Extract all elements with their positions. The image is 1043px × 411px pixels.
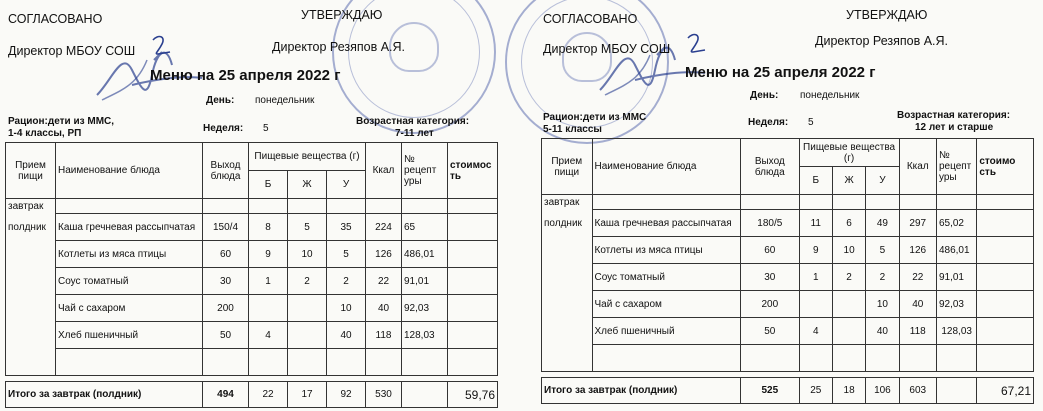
table-row (542, 291, 1034, 318)
table-row (6, 322, 498, 349)
total-kcal: 603 (899, 378, 936, 404)
dish-kcal: 22 (366, 268, 402, 295)
table-row (542, 237, 1034, 264)
dish-name: Соус томатный (592, 264, 741, 291)
dish-name: Чай с сахаром (592, 291, 741, 318)
dish-protein: 4 (799, 318, 832, 345)
total-output: 494 (203, 382, 249, 408)
handwritten-mark (685, 32, 709, 56)
table-row (6, 214, 498, 241)
meal-first: завтрак (544, 197, 580, 208)
dish-carbs: 40 (866, 318, 899, 345)
ration-group: 5-11 классы (543, 124, 602, 135)
age-label: Возрастная категория: (356, 116, 470, 127)
header-dish: Наименование блюда (56, 143, 203, 199)
day-label: День: (750, 90, 779, 101)
header-meal: Прием пищи (542, 139, 593, 195)
dish-recipe: 65,02 (936, 210, 976, 237)
dish-recipe: 91,01 (402, 268, 448, 295)
dish-kcal: 118 (366, 322, 402, 349)
meal-cell (542, 195, 593, 372)
dish-output: 30 (741, 264, 800, 291)
dish-protein: 8 (249, 214, 288, 241)
total-row (6, 382, 498, 408)
table-row (6, 268, 498, 295)
week-label: Неделя: (748, 117, 789, 128)
dish-protein: 4 (249, 322, 288, 349)
dish-carbs: 49 (866, 210, 899, 237)
dish-output: 180/5 (741, 210, 800, 237)
dish-name: Каша гречневая рассыпчатая (56, 214, 203, 241)
day-value: понедельник (255, 95, 315, 106)
dish-kcal: 126 (899, 237, 936, 264)
dish-carbs: 5 (327, 241, 366, 268)
dish-kcal: 40 (899, 291, 936, 318)
dish-output: 50 (741, 318, 800, 345)
ration-label: Рацион:дети из ММС, (8, 116, 115, 127)
header-meal: Прием пищи (6, 143, 56, 199)
dish-kcal: 126 (366, 241, 402, 268)
header-dish: Наименование блюда (592, 139, 741, 195)
menu-table (5, 142, 498, 408)
approved-label: СОГЛАСОВАНО (8, 12, 103, 26)
total-fat: 18 (832, 378, 865, 404)
total-protein: 22 (249, 382, 288, 408)
dish-fat: 2 (832, 264, 865, 291)
header-recipe: № рецепт уры (402, 143, 448, 199)
confirm-label: УТВЕРЖДАЮ (301, 8, 383, 22)
dish-protein: 9 (249, 241, 288, 268)
week-label: Неделя: (203, 123, 244, 134)
header-recipe: № рецепт уры (936, 139, 976, 195)
total-cost: 67,21 (977, 378, 1034, 404)
dish-kcal: 40 (366, 295, 402, 322)
dish-kcal: 118 (899, 318, 936, 345)
dish-output: 200 (741, 291, 800, 318)
header-fat: Ж (288, 171, 327, 199)
dish-output: 150/4 (203, 214, 249, 241)
dish-carbs: 10 (327, 295, 366, 322)
dish-name: Хлеб пшеничный (56, 322, 203, 349)
dish-output: 60 (203, 241, 249, 268)
director-name: Директор Резяпов А.Я. (272, 40, 406, 54)
ration-group: 1-4 классы, РП (8, 128, 82, 139)
director-school: Директор МБОУ СОШ (543, 42, 671, 56)
dish-name: Хлеб пшеничный (592, 318, 741, 345)
dish-carbs: 35 (327, 214, 366, 241)
menu-title: Меню на 25 апреля 2022 г (150, 67, 341, 84)
total-carbs: 106 (866, 378, 899, 404)
total-cost: 59,76 (448, 382, 498, 408)
dish-protein: 1 (799, 264, 832, 291)
header-nutrients: Пищевые вещества (г) (799, 139, 899, 167)
dish-recipe: 65 (402, 214, 448, 241)
approved-label: СОГЛАСОВАНО (543, 12, 638, 26)
dish-carbs: 2 (327, 268, 366, 295)
dish-name: Соус томатный (56, 268, 203, 295)
meal-first: завтрак (8, 201, 44, 212)
total-row (542, 378, 1034, 404)
menu-document-primary (0, 0, 505, 411)
age-label: Возрастная категория: (897, 110, 1011, 121)
total-carbs: 92 (327, 382, 366, 408)
dish-fat: 10 (288, 241, 327, 268)
dish-fat (288, 295, 327, 322)
dish-recipe: 92,03 (936, 291, 976, 318)
menu-title: Меню на 25 апреля 2022 г (685, 64, 876, 81)
header-carbs: У (327, 171, 366, 199)
dish-name: Котлеты из мяса птицы (56, 241, 203, 268)
dish-protein (249, 295, 288, 322)
dish-carbs: 40 (327, 322, 366, 349)
total-label: Итого за завтрак (полдник) (6, 382, 203, 408)
dish-output: 60 (741, 237, 800, 264)
header-output: Выход блюда (203, 143, 249, 199)
dish-carbs: 2 (866, 264, 899, 291)
dish-name: Каша гречневая рассыпчатая (592, 210, 741, 237)
day-label: День: (206, 95, 235, 106)
ration-label: Рацион:дети из ММС (543, 112, 647, 123)
header-carbs: У (866, 167, 899, 195)
header-output: Выход блюда (741, 139, 800, 195)
total-kcal: 530 (366, 382, 402, 408)
header-kcal: Ккал (366, 143, 402, 199)
dish-fat (288, 322, 327, 349)
meal-second: полдник (8, 222, 46, 233)
dish-recipe: 486,01 (936, 237, 976, 264)
dish-kcal: 224 (366, 214, 402, 241)
meal-cell (6, 199, 56, 376)
table-row (542, 210, 1034, 237)
header-kcal: Ккал (899, 139, 936, 195)
age-value: 7-11 лет (395, 128, 434, 139)
header-fat: Ж (832, 167, 865, 195)
dish-carbs: 10 (866, 291, 899, 318)
dish-kcal: 297 (899, 210, 936, 237)
handwritten-mark (150, 34, 174, 58)
day-value: понедельник (800, 90, 860, 101)
header-nutrients: Пищевые вещества (г) (249, 143, 366, 171)
dish-protein: 1 (249, 268, 288, 295)
table-row (542, 264, 1034, 291)
total-output: 525 (741, 378, 800, 404)
dish-fat (832, 291, 865, 318)
week-value: 5 (808, 117, 814, 128)
director-name: Директор Резяпов А.Я. (815, 34, 949, 48)
table-row (542, 318, 1034, 345)
dish-output: 30 (203, 268, 249, 295)
meal-second: полдник (544, 218, 582, 229)
dish-fat (832, 318, 865, 345)
dish-protein (799, 291, 832, 318)
dish-carbs: 5 (866, 237, 899, 264)
header-cost: стоимо сть (977, 139, 1034, 195)
dish-fat: 10 (832, 237, 865, 264)
dish-name: Чай с сахаром (56, 295, 203, 322)
dish-fat: 2 (288, 268, 327, 295)
dish-recipe: 92,03 (402, 295, 448, 322)
age-value: 12 лет и старше (915, 122, 994, 133)
dish-kcal: 22 (899, 264, 936, 291)
dish-output: 50 (203, 322, 249, 349)
dish-fat: 6 (832, 210, 865, 237)
header-protein: Б (799, 167, 832, 195)
dish-fat: 5 (288, 214, 327, 241)
menu-document-secondary (535, 0, 1043, 411)
director-school: Директор МБОУ СОШ (8, 44, 136, 58)
total-protein: 25 (799, 378, 832, 404)
total-fat: 17 (288, 382, 327, 408)
header-protein: Б (249, 171, 288, 199)
dish-recipe: 486,01 (402, 241, 448, 268)
dish-recipe: 128,03 (402, 322, 448, 349)
dish-output: 200 (203, 295, 249, 322)
table-row (6, 241, 498, 268)
header-cost: стоимос ть (448, 143, 498, 199)
dish-name: Котлеты из мяса птицы (592, 237, 741, 264)
confirm-label: УТВЕРЖДАЮ (846, 8, 928, 22)
dish-protein: 9 (799, 237, 832, 264)
week-value: 5 (263, 123, 269, 134)
menu-table (541, 138, 1034, 404)
table-row (6, 295, 498, 322)
dish-recipe: 91,01 (936, 264, 976, 291)
dish-recipe: 128,03 (936, 318, 976, 345)
dish-protein: 11 (799, 210, 832, 237)
total-label: Итого за завтрак (полдник) (542, 378, 741, 404)
